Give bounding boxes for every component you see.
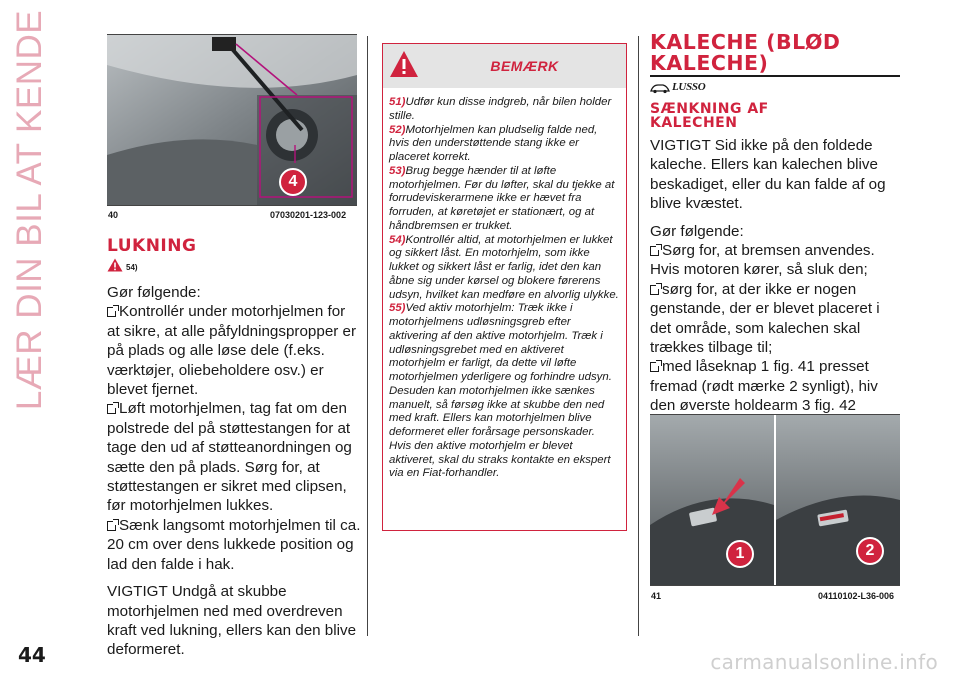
figure-40-number: 40 — [108, 210, 119, 220]
kaleche-important: VIGTIGT Sid ikke på den foldede kaleche. Ellers kan kalechen blive beskadiget, eller du kan falde af og blive kvæstet. — [650, 137, 886, 213]
note-title: BEMÆRK — [490, 58, 559, 74]
note-header — [383, 44, 626, 88]
checkbox-bullet-icon — [107, 521, 116, 531]
figure-40-code: 07030201-123-002 — [270, 210, 347, 220]
lukning-body — [107, 283, 362, 660]
kaleche-bullet: med låseknap 1 fig. 41 presset fremad (rødt mærke 2 synligt), hiv den øverste holdearm 3 fig. 42 — [650, 358, 878, 415]
column-divider-left — [367, 36, 368, 636]
note-item: 54)Kontrollér altid, at motorhjelmen er lukket og sikkert låst. En motorhjelm, som ikke lukket og sikkert låst er farlig, idet den kan åbne sig under kørsel og blokere førerens udsyn, hvilket kan medføre en alvorlig ulykke. — [389, 233, 619, 301]
kaleche-bullet: Sørg for, at bremsen anvendes. Hvis motoren kører, så sluk den; — [650, 242, 875, 279]
warning-triangle-icon — [389, 50, 419, 78]
lukning-important: VIGTIGT Undgå at skubbe motorhjelmen ned med overdreven kraft ved lukning, ellers kan den blive deformeret. — [107, 583, 357, 659]
kaleche-bullet: sørg for, at der ikke er nogen genstande, der er blevet placeret i det område, som kalechen skal trækkes tilbage til; — [650, 280, 880, 357]
figure-41-callout-2: 2 — [856, 537, 884, 565]
figure-40-callout-4: 4 — [279, 168, 307, 196]
kaleche-subheading: SÆNKNING AF KALECHEN — [650, 101, 769, 131]
lukning-heading: LUKNING — [107, 236, 197, 256]
checkbox-bullet-icon — [107, 404, 116, 414]
lusso-badge: LUSSO — [650, 80, 705, 94]
figure-41-lock-button-image — [650, 415, 900, 585]
checkbox-bullet-icon — [650, 285, 659, 295]
page-number: 44 — [18, 643, 46, 667]
watermark: carmanualsonline.info — [710, 650, 938, 674]
side-section-title: LÆR DIN BIL AT KENDE — [10, 9, 49, 411]
note-item: 51)Udfør kun disse indgreb, når bilen holder stille. — [389, 96, 612, 122]
figure-41-bottom-rule — [650, 585, 900, 586]
checkbox-bullet-icon — [107, 307, 116, 317]
checkbox-bullet-icon — [650, 362, 659, 372]
warning-triangle-icon — [107, 258, 123, 272]
figure-41-code: 04110102-L36-006 — [818, 591, 895, 601]
car-version-icon — [650, 80, 670, 94]
note-item: 52)Motorhjelmen kan pludselig falde ned, hvis den understøttende stang ikke er placeret korrekt. — [389, 123, 598, 163]
kaleche-intro: Gør følgende: — [650, 222, 744, 240]
checkbox-bullet-icon — [650, 246, 659, 256]
note-box — [382, 43, 627, 531]
lukning-bullet: Kontrollér under motorhjelmen for at sikre, at alle påfyldningspropper er på plads og alle løse dele (f.eks. værktøjer, oliebeholdere osv.) er blevet fjernet. — [107, 303, 357, 399]
lukning-warning-ref: 54) — [107, 258, 138, 272]
figure-40-engine-bay-image — [107, 35, 357, 205]
note-body — [383, 88, 626, 481]
kaleche-heading: KALECHE (BLØD KALECHE) — [650, 30, 841, 75]
lukning-bullet: Sænk langsomt motorhjelmen til ca. 20 cm over dens lukkede position og lad den falde i hak. — [107, 516, 361, 573]
note-item: 55)Ved aktiv motorhjelm: Træk ikke i motorhjelmens udløsningsgreb efter aktivering af den aktive motorhjelm. Træk i udløsningsgrebet med en aktiveret motorhjelm er farligt, da dette vil løfte motorhjelmen yderligere og forhindre udsyn. Desuden kan motorhjelmen ikke sænkes manuelt, så førsøg ikke at skubbe den ned med kraft. Ellers kan motorhjelmen blive deformeret eller forårsage personskader. Hvis den aktive motorhjelm er blevet aktiveret, skal du straks kontakte en ekspert via en Fiat-forhandler. — [389, 302, 612, 480]
lukning-bullet: Løft motorhjelmen, tag fat om den polstrede del på støttestangen for at tage den ud af støtteanordningen og sætte den på plads. Sørg for, at støttestangen er sikret med clipsen, før motorhjelmen lukkes. — [107, 400, 352, 515]
figure-40-bottom-rule — [107, 205, 357, 206]
kaleche-heading-rule — [650, 75, 900, 77]
figure-40-illustration — [107, 35, 357, 205]
lukning-intro: Gør følgende: — [107, 284, 201, 301]
figure-41-number: 41 — [651, 591, 662, 601]
kaleche-body — [650, 136, 903, 435]
column-divider-right — [638, 36, 639, 636]
note-item: 53)Brug begge hænder til at løfte motorhjelmen. Før du løfter, skal du tjekke at forrudeviskerarmene ikke er hævet fra forruden, at køretøjet er stationært, og at håndbremsen er trukket. — [389, 164, 615, 232]
figure-41-callout-1: 1 — [726, 540, 754, 568]
